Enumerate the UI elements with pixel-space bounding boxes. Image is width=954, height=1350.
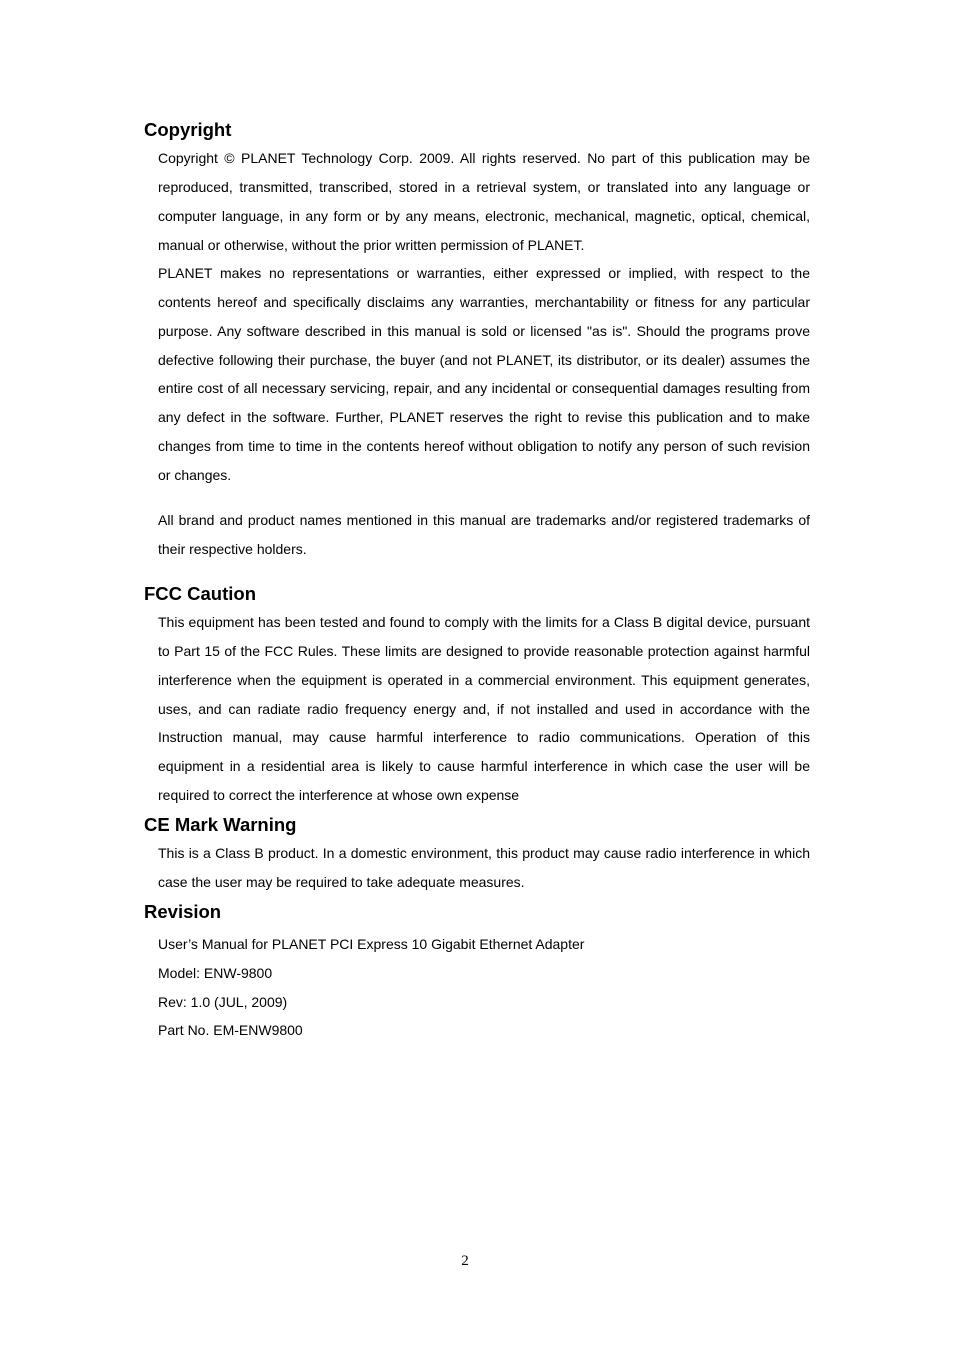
revision-heading: Revision — [144, 901, 222, 922]
fcc-paragraph: This equipment has been tested and found to comply with the limits for a Class B digital device, pursuant to Part 15 of the FCC Rules. These limits are designed to provide reasonable protection against harmful interference when the equipment is operated in a commercial environment. This equipment generates, uses, and can radiate radio frequency energy and, if not installed and used in accordance with the Instruction manual, may cause harmful interference to radio communications. Operation of this equipment in a residential area is likely to cause harmful interference in which case the user will be required to correct the interference at whose own expense — [158, 614, 810, 804]
copyright-heading: Copyright — [144, 119, 232, 140]
warranty-paragraph: PLANET makes no representations or warranties, either expressed or implied, with respect to the contents hereof and specifically disclaims any warranties, merchantability or fitness for any particular purpose. Any software described in this manual is sold or licensed "as is". Should the programs prove defective following their purchase, the buyer (and not PLANET, its distributor, or its dealer) assumes the entire cost of all necessary servicing, repair, and any incidental or consequential damages resulting from any defect in the software. Further, PLANET reserves the right to revise this publication and to make changes from time to time in the contents hereof without obligation to notify any person of such revision or changes. — [158, 265, 810, 483]
copyright-paragraph: Copyright © PLANET Technology Corp. 2009. All rights reserved. No part of this publication may be reproduced, transmitted, transcribed, stored in a retrieval system, or translated into any language or computer language, in any form or by any means, electronic, mechanical, magnetic, optical, chemical, manual or otherwise, without the prior written permission of PLANET. — [158, 150, 810, 253]
page-number: 2 — [461, 1253, 469, 1269]
revision-model: Model: ENW-9800 — [158, 965, 273, 981]
trademark-paragraph: All brand and product names mentioned in this manual are trademarks and/or registered trademarks of their respective holders. — [158, 512, 810, 557]
fcc-heading: FCC Caution — [144, 583, 257, 604]
revision-part-no: Part No. EM-ENW9800 — [158, 1022, 303, 1038]
revision-rev: Rev: 1.0 (JUL, 2009) — [158, 994, 288, 1010]
ce-heading: CE Mark Warning — [144, 814, 297, 835]
revision-manual-title: User’s Manual for PLANET PCI Express 10 Gigabit Ethernet Adapter — [158, 936, 585, 952]
ce-paragraph: This is a Class B product. In a domestic environment, this product may cause radio interference in which case the user may be required to take adequate measures. — [158, 845, 810, 890]
